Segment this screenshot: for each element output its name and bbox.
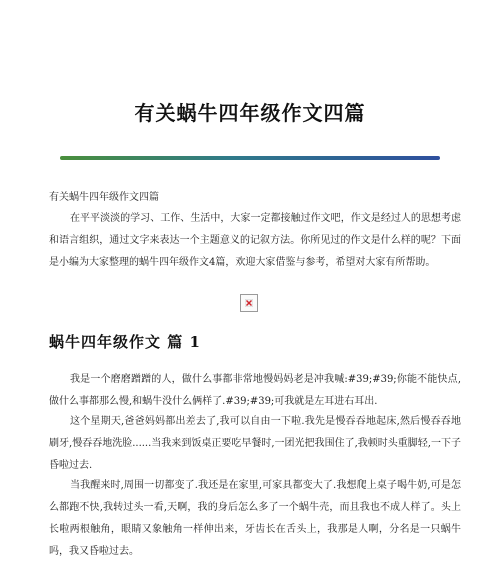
- title-divider: [60, 156, 440, 160]
- image-error-mark: [245, 299, 253, 307]
- document-title: 有关蜗牛四年级作文四篇: [134, 101, 366, 125]
- body-paragraph: 当我醒来时,周围一切都变了.我还是在家里,可家具都变大了.我想爬上桌子喝牛奶,可是怎么都跑不快,我转过头一看,天啊，我的身后怎么多了一个蜗牛壳，而且我也不成人样了。头上长啦两根触角，眼睛又象触角一样伸出来，牙齿长在舌头上，我那是人啊，分名是一只蜗牛吗，我又昏啦过去。: [49, 480, 461, 557]
- body-paragraph: 这个星期天,爸爸妈妈都出差去了,我可以自由一下啦.我先是慢吞吞地起床,然后慢吞吞地刷牙,慢吞吞地洗脸......当我来到饭桌正要吃早餐时,一团光把我围住了,我顿时头重脚轻,一下子昏啦过去.: [49, 416, 461, 471]
- broken-image-icon: [240, 294, 258, 312]
- section-title: 蜗牛四年级作文 篇 1: [49, 333, 201, 351]
- body-paragraph: 我是一个磨磨蹭蹭的人，做什么事都非常地慢妈妈老是冲我喊:#39;#39;你能不能快点,做什么事都那么慢,和蜗牛没什么俩样了.#39;#39;可我就是左耳进右耳出.: [49, 374, 461, 407]
- intro-paragraph: 在平平淡淡的学习、工作、生活中，大家一定都接触过作文吧，作文是经过人的思想考虑和语言组织，通过文字来表达一个主题意义的记叙方法。你所见过的作文是什么样的呢？下面是小编为大家整理的蜗牛四年级作文4篇，欢迎大家借鉴与参考，希望对大家有所帮助。: [49, 213, 461, 268]
- document-subheading: 有关蜗牛四年级作文四篇: [49, 192, 159, 203]
